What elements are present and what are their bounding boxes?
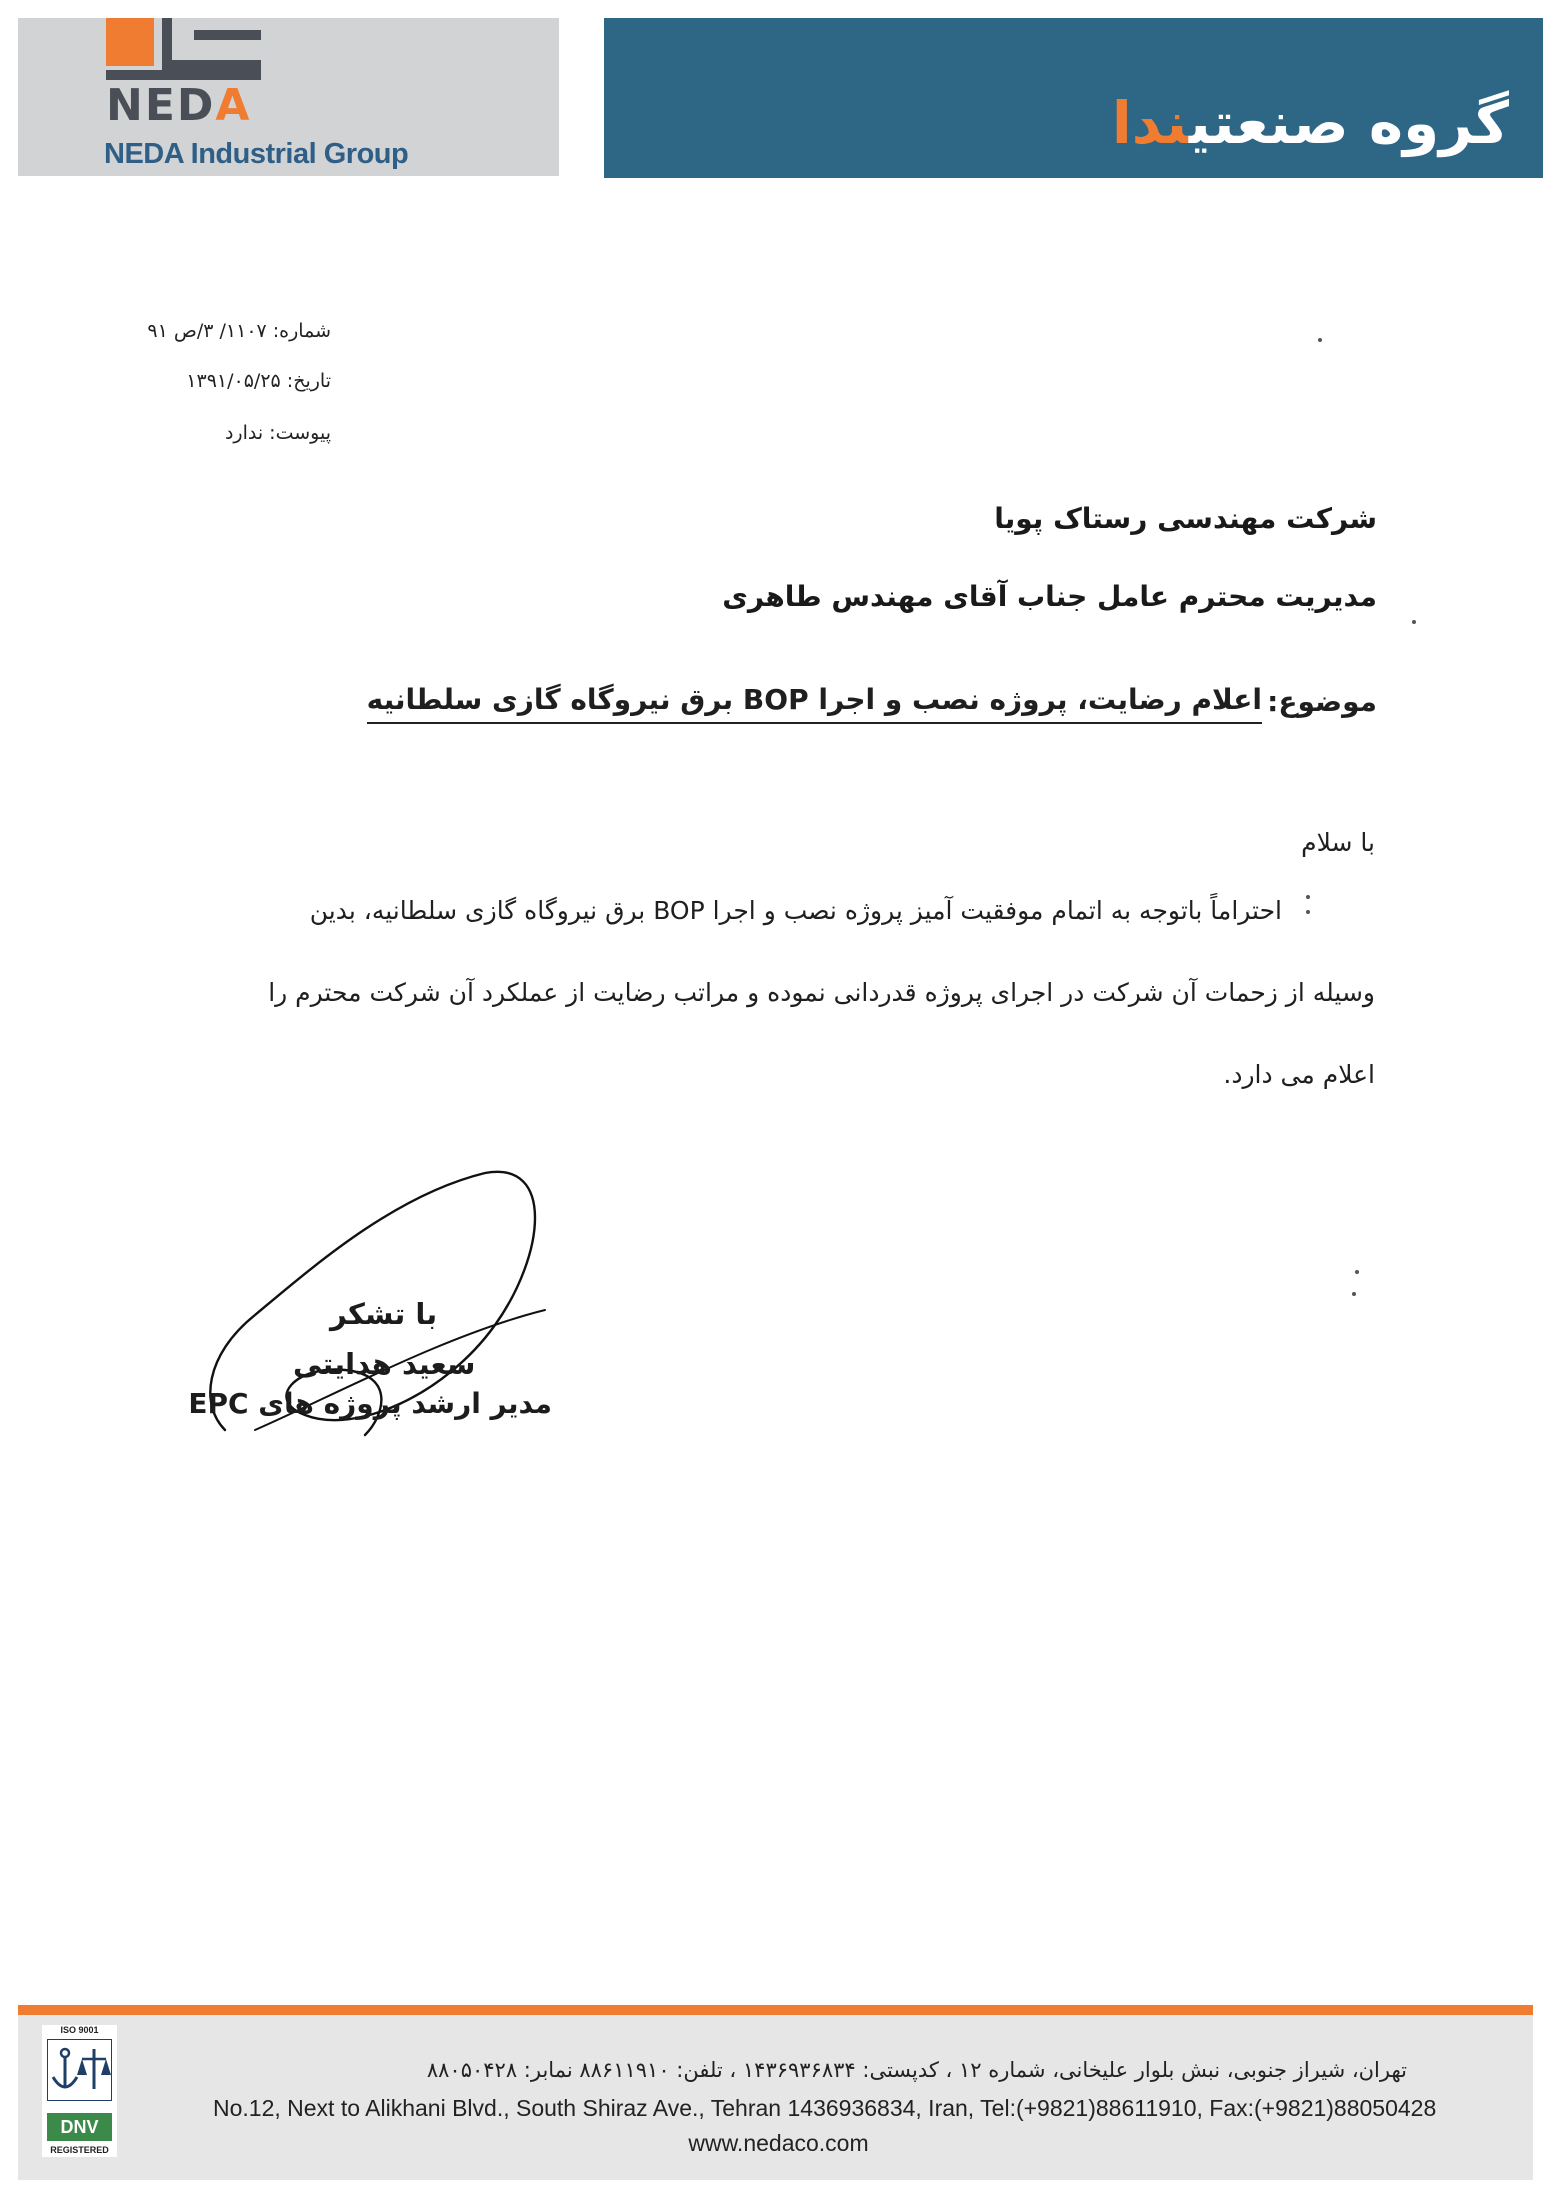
signature-name: سعید هدایتی — [293, 1347, 476, 1381]
logo-mark-icon — [106, 18, 261, 80]
footer-divider — [18, 2005, 1533, 2015]
registered-label: REGISTERED — [50, 2145, 109, 2155]
anchor-scales-icon — [47, 2039, 112, 2101]
scan-speck — [1318, 338, 1322, 342]
footer-website: www.nedaco.com — [688, 2130, 869, 2156]
signature-title: مدیر ارشد پروژه های EPC — [188, 1387, 552, 1420]
recipient-person: مدیریت محترم عامل جناب آقای مهندس طاهری — [722, 580, 1377, 613]
logo-tagline: NEDA Industrial Group — [104, 138, 409, 170]
brand-title: گروه صنعتیندا — [1111, 89, 1509, 157]
body-line-1: احتراماً باتوجه به اتمام موفقیت آمیز پروژه نصب و اجرا BOP برق نیروگاه گازی سلطانیه، بدین — [309, 896, 1282, 925]
dnv-logo: DNV — [47, 2113, 112, 2141]
company-logo — [18, 18, 559, 176]
scan-speck — [1355, 1270, 1359, 1274]
letter-date: تاریخ: ۱۳۹۱/۰۵/۲۵ — [186, 370, 331, 392]
letter-attachment: پیوست: ندارد — [224, 422, 331, 444]
logo-wordmark: NEDA — [106, 80, 252, 131]
greeting: با سلام — [1301, 828, 1375, 857]
body-line-3: اعلام می دارد. — [1223, 1060, 1375, 1089]
scan-speck — [1306, 910, 1310, 914]
signature-closing: با تشکر — [330, 1297, 438, 1331]
scan-speck — [1352, 1292, 1356, 1296]
brand-banner — [604, 18, 1543, 178]
scan-speck — [1412, 620, 1416, 624]
subject-label: موضوع: — [1267, 685, 1377, 718]
subject-text: اعلام رضایت، پروژه نصب و اجرا BOP برق نیروگاه گازی سلطانیه — [367, 686, 1262, 724]
scan-speck — [1306, 895, 1310, 899]
footer-address-en: No.12, Next to Alikhani Blvd., South Shiraz Ave., Tehran 1436936834, Iran, Tel:(+9821)88611910, Fax:(+9821)88050428 — [213, 2095, 1437, 2121]
letter-number: شماره: ۱۱۰۷/ ۳/ص ۹۱ — [147, 320, 331, 342]
body-line-2: وسیله از زحمات آن شرکت در اجرای پروژه قدردانی نموده و مراتب رضایت از عملکرد آن شرکت محترم را — [268, 978, 1375, 1007]
iso-label: ISO 9001 — [60, 2025, 99, 2035]
footer-address-fa: تهران، شیراز جنوبی، نبش بلوار علیخانی، شماره ۱۲ ، کدپستی: ۱۴۳۶۹۳۶۸۳۴ ، تلفن: ۸۸۶۱۱۹۱۰ نمابر: ۸۸۰۵۰۴۲۸ — [426, 2058, 1407, 2082]
recipient-company: شرکت مهندسی رستاک پویا — [994, 502, 1377, 535]
